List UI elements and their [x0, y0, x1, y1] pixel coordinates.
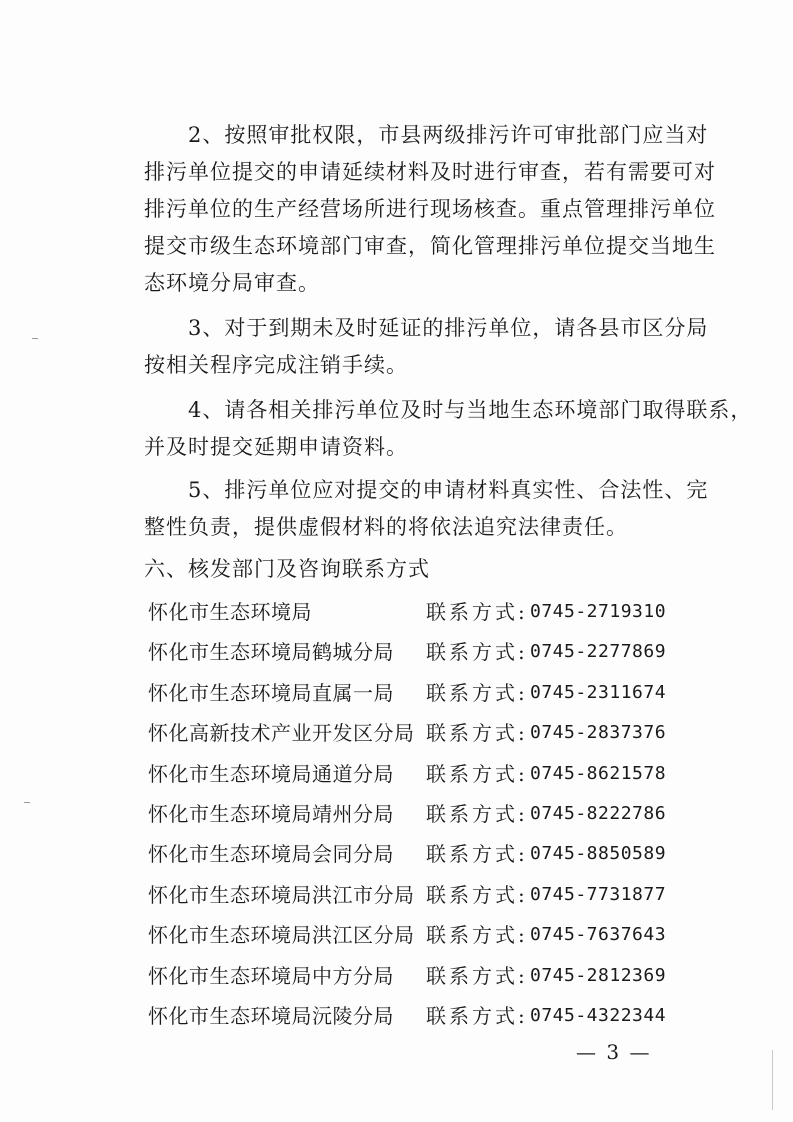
contact-row: [148, 794, 668, 834]
paragraph-expired-permits: [144, 310, 709, 384]
contact-phone: 0745-4322344: [530, 1004, 667, 1026]
paragraph-approval-authority: [144, 117, 716, 302]
paragraph-line: 整性负责，提供虚假材料的将依法追究法律责任。: [144, 515, 628, 539]
contact-row: [148, 996, 668, 1036]
contact-label: 联系方式:: [426, 963, 528, 988]
contact-name: 怀化市生态环境局会同分局: [148, 842, 394, 867]
contact-row: [148, 834, 668, 874]
contact-phone: 0745-7731877: [530, 883, 667, 905]
scan-artifact-mark: [24, 802, 30, 803]
contact-row: [148, 632, 668, 672]
contact-name: 怀化市生态环境局洪江区分局: [148, 923, 415, 948]
paragraph-line: 并及时提交延期申请资料。: [144, 435, 408, 459]
contact-row: [148, 754, 668, 794]
contact-label: 联系方式:: [426, 882, 528, 907]
contact-name: 怀化市生态环境局通道分局: [148, 761, 394, 786]
contact-label: 联系方式:: [426, 640, 528, 665]
paragraph-line: 排污单位的生产经营场所进行现场核查。重点管理排污单位: [144, 197, 716, 221]
paragraph-line: 态环境分局审查。: [144, 271, 320, 295]
contact-name: 怀化市生态环境局: [148, 600, 312, 624]
paragraph-contact-departments: [144, 392, 753, 466]
paragraph-line: 2、按照审批权限，市县两级排污许可审批部门应当对: [188, 123, 709, 147]
contact-label: 联系方式:: [426, 761, 528, 786]
paragraph-responsibility: [144, 472, 709, 546]
contact-row: [148, 915, 668, 955]
contact-label: 联系方式:: [426, 923, 528, 948]
contact-phone: 0745-2311674: [530, 681, 667, 703]
contact-row: [148, 592, 668, 632]
contact-label: 联系方式:: [426, 600, 528, 624]
contact-phone: 0745-7637643: [530, 924, 667, 946]
contact-list: [148, 592, 668, 1036]
paragraph-line: 3、对于到期未及时延证的排污单位，请各县市区分局: [188, 316, 709, 340]
scan-edge-line: [772, 1050, 773, 1110]
section-heading: 六、核发部门及咨询联系方式: [144, 557, 430, 581]
paragraph-line: 5、排污单位应对提交的申请材料真实性、合法性、完: [188, 478, 709, 502]
contact-name: 怀化市生态环境局沅陵分局: [148, 1003, 394, 1028]
contact-phone: 0745-8621578: [530, 762, 667, 784]
paragraph-line: 提交市级生态环境部门审查，简化管理排污单位提交当地生: [144, 234, 716, 258]
paragraph-line: 按相关程序完成注销手续。: [144, 353, 408, 377]
page-number: — 3 —: [576, 1040, 652, 1064]
contact-name: 怀化高新技术产业开发区分局: [148, 721, 415, 746]
contact-name: 怀化市生态环境局直属一局: [148, 680, 394, 705]
contact-name: 怀化市生态环境局洪江市分局: [148, 882, 415, 907]
contact-phone: 0745-8850589: [530, 843, 667, 865]
paragraph-line: 4、请各相关排污单位及时与当地生态环境部门取得联系，: [188, 398, 753, 422]
contact-row: [148, 956, 668, 996]
contact-phone: 0745-2277869: [530, 641, 667, 663]
contact-phone: 0745-2719310: [530, 601, 667, 622]
contact-row: [148, 713, 668, 753]
contact-phone: 0745-2837376: [530, 722, 667, 744]
contact-name: 怀化市生态环境局中方分局: [148, 963, 394, 988]
contact-row: [148, 875, 668, 915]
contact-label: 联系方式:: [426, 801, 528, 826]
scan-artifact-mark: [32, 338, 38, 339]
contact-label: 联系方式:: [426, 680, 528, 705]
contact-phone: 0745-2812369: [530, 964, 667, 986]
contact-name: 怀化市生态环境局鹤城分局: [148, 640, 394, 665]
contact-row: [148, 673, 668, 713]
contact-name: 怀化市生态环境局靖州分局: [148, 801, 394, 826]
contact-phone: 0745-8222786: [530, 802, 667, 824]
contact-label: 联系方式:: [426, 721, 528, 746]
paragraph-line: 排污单位提交的申请延续材料及时进行审查，若有需要可对: [144, 160, 716, 184]
contact-label: 联系方式:: [426, 842, 528, 867]
contact-label: 联系方式:: [426, 1003, 528, 1028]
